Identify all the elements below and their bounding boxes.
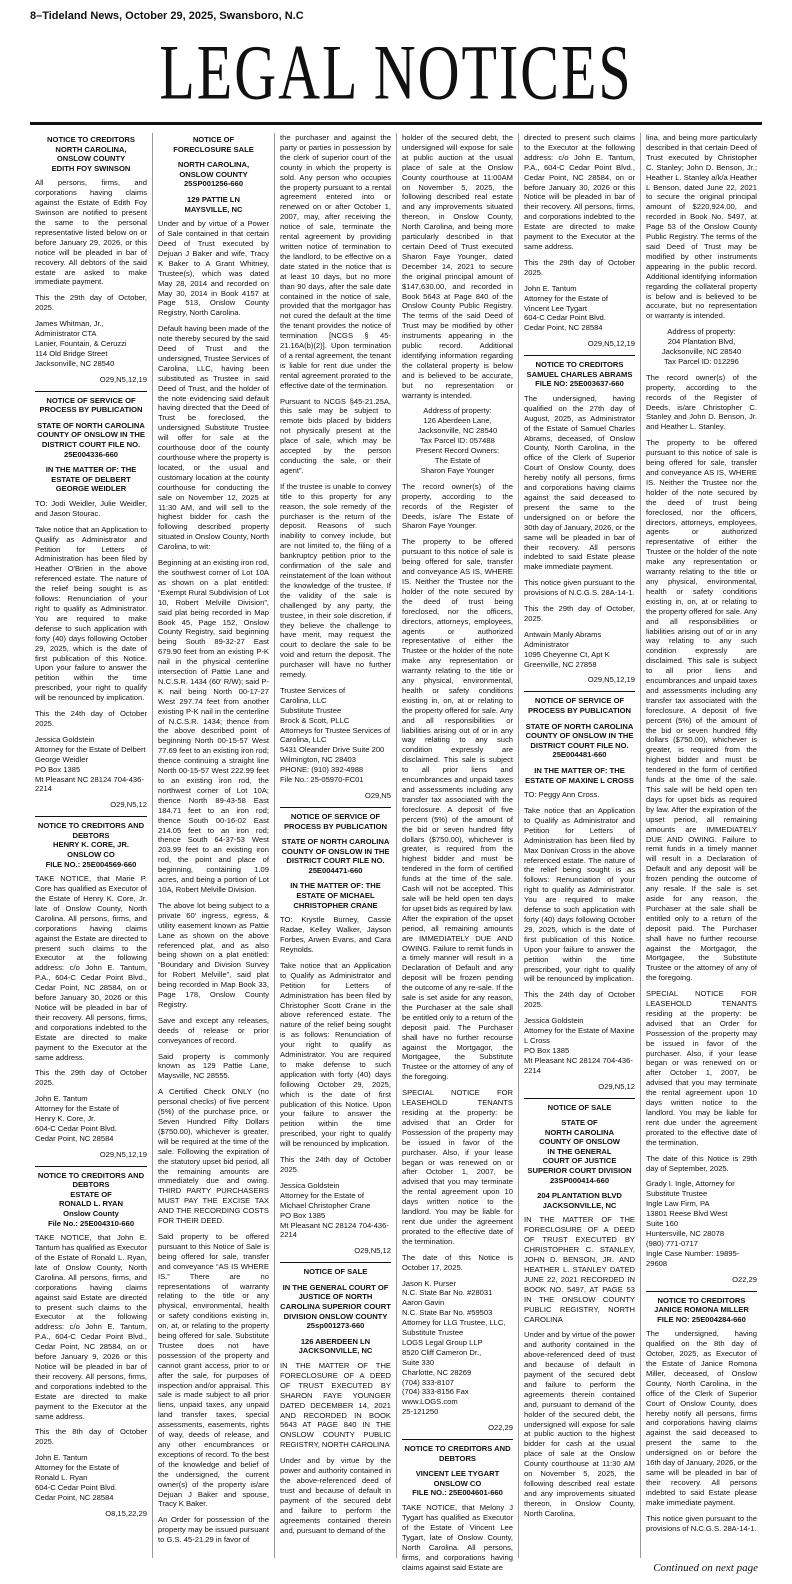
notice-paragraph: If the trustee is unable to convey title to this property for any reason, the sole remedy of the purchaser is the return of the deposit. Reasons of such inability to convey include, but are not limited to, the filing of a bankruptcy petition prior to the confirmation of the sale and reinstatement of the loan without the knowledge of the trustee. If the validity of the sale is challenged by any party, the trustee, in their sole discretion, if they believe the challenge to have merit, may request the court to declare the sale to be void and return the deposit. The purchaser will have no further remedy. <box>280 481 391 680</box>
continued-note: Continued on next page <box>653 1562 758 1574</box>
notice-heading: NOTICE TO CREDITORS SAMUEL CHARLES ABRAMS FILE NO: 25E003637-660 <box>524 355 635 389</box>
notice-heading: NOTICE OF SERVICE OF PROCESS BY PUBLICATION <box>524 691 635 715</box>
property-info: Address of property: 126 Aberdeen Lane, Jacksonville, NC 28540 Tax Parcel ID: 057488 Present Record Owners: The Estate of Sharon Faye Younger <box>415 406 500 475</box>
notice-paragraph: This the 29th day of October 2025. <box>35 1068 147 1088</box>
notice-paragraph: lina, and being more particularly described in that certain Deed of Trust executed by Christopher C. Stanley; John D. Benson, Jr.; Heather L. Stanley a/k/a Heather L Benson, dated June 22, 2021 to secure the original principal amount of $220,924.00, and recorded in Book No. 5497, at Page 53 of the Onslow County Public Registry. The terms of the said Deed of Trust may be modified by other instruments appearing in the public record. Additional identifying information regarding the collateral property is below and is believed to be accurate, but no representation or warranty is intended. <box>646 133 757 321</box>
notice-paragraph: The above lot being subject to a private 60' ingress, egress, & utility easement known as Pattie Lane as shown on the above referenced plat, and as also being shown on a plat entitled: “Boundary and Division Survey for Robert Melville”, said plat being recorded in Map Book 33, Page 178, Onslow County Registry. <box>158 900 269 1009</box>
notice-signature: Trustee Services of Carolina, LLC Substitute Trustee Brock & Scott, PLLC Attorneys for Trustee Services of Carolina, LLC 5431 Oleander Drive Suite 200 Wilmington, NC 28403 PHONE: (910) 392-4988 File No.: 25-05970-FC01 <box>280 685 391 785</box>
notice-signature: Antwain Manly Abrams Administrator 1095 Cheyenne Ct, Apt K Greenville, NC 27858 <box>524 629 610 669</box>
notice-paragraph: holder of the secured debt, the undersigned will expose for sale at public auction at the usual place of sale at the Onslow County courthouse at 11:00AM on November 5, 2025, the following described real estate and any improvements situated thereon, in Onslow County, North Carolina, and being more particularly described in that certain Deed of Trust executed Sharon Faye Younger, dated December 14, 2021 to secure the original principal amount of $147,630.00, and recorded in Book 5643 at Page 840 of the Onslow County Public Registry. The terms of the said Deed of Trust may be modified by other instruments appearing in the public record. Additional identifying information regarding the collateral property is below and is believed to be accurate, but no representation or warranty is intended. <box>402 133 513 400</box>
notice-heading: NOTICE TO CREDITORS AND DEBTORS HENRY K. CORE, JR. ONSLOW CO FILE NO.: 25E004569-660 <box>35 816 147 869</box>
publication-dates: O29,N5,12 <box>110 800 147 810</box>
notice-subheading: STATE OF NORTH CAROLINA COUNTY OF ONSLOW IN THE GENERAL COURT OF JUSTICE SUPERIOR COURT DIVISION 23SP000414-660 <box>527 1118 632 1185</box>
notice-paragraph: Save and except any releases, deeds of release or prior conveyances of record. <box>158 1015 269 1045</box>
notice-paragraph: TAKE NOTICE, that Melony J Tygart has qualified as Executor of the Estate of Vincent Lee Tygart, late of Onslow County, North Carolina. All persons, firms, and corporations having claims against said Estate are <box>402 1503 513 1572</box>
publication-dates: O29,N5,12,19 <box>99 374 147 384</box>
notice-paragraph: Said property is commonly known as 129 Pattie Lane, Maysville, NC 28555. <box>158 1051 269 1081</box>
column-6 <box>640 133 762 1558</box>
notice-paragraph: All persons, firms, and corporations having claims against the Estate of Edith Foy Swinson are notified to present the same to the personal representative listed below on or before January 29, 2026, or this notice will be pleaded in bar of recovery. All debtors of the said estate are asked to make immediate payment. <box>35 178 147 287</box>
notice-paragraph: Take notice that an Application to Qualify as Administrator and Petition for Letters of Administration has been filed by Christopher Scott Crane in the above referenced estate. The nature of the relief being sought is as follows: Renunciation of your right to qualify as Administrator. You are required to make defense to such application with forty (40) days following October 29, 2025, which is the date of first publication of this Notice. Upon your failure to answer the petition within the time prescribed, your right to qualify will be renounced by implication. <box>280 960 391 1149</box>
section-masthead <box>30 24 762 125</box>
notice-paragraph: The property to be offered pursuant to this notice of sale is being offered for sale, transfer and conveyance AS IS, WHERE IS. Neither the Trustee nor the holder of the note secured by the deed of trust being foreclosed, nor the officers, directors, attorneys, employees, agents or authorized representative of either the Trustee or the holder of the note make any representation or warranty relating to the title or any physical, environmental, health or safety conditions existing in, on, at or relating to the property offered for sale. Any and all responsibilities or liabilities arising out of or in any way relating to any such condition expressly are disclaimed. This sale is subject to all prior liens and encumbrances and unpaid taxes and assessments including any transfer tax associated with the foreclosure. A deposit of five percent (5%) of the amount of the bid or seven hundred fifty dollars ($750.00), whichever is greater, is required from the highest bidder and must be tendered in the form of certified funds at the time of the sale. This sale will be held open ten days for upset bids as required by law. After the expiration of the upset period, all remaining amounts are IMMEDIATELY DUE AND OWING. Failure to remit funds in a timely manner will result in a Declaration of Default and any deposit will be frozen pending the outcome of any resale. If the sale is set aside for any reason, the Purchaser at the sale shall be entitled only to a return of the deposit paid. The Purchaser shall have no further recourse against the Mortgagor, the Mortgagee, the Substitute Trustee or the attorney of any of the foregoing. <box>646 438 757 983</box>
notice-subheading: 126 ABERDEEN LN JACKSONVILLE, NC <box>298 1336 373 1356</box>
column-5 <box>518 133 640 1558</box>
notice-heading: NOTICE OF SALE <box>280 1262 391 1277</box>
column-3 <box>274 133 396 1558</box>
notice-paragraph: Pursuant to NCGS §45-21.25A, this sale may be subject to remote bids placed by bidders not physically present at the place of sale, which may be accepted by the person conducting the sale, or their agent”. <box>280 396 391 475</box>
notice-paragraph: IN THE MATTER OF THE FORECLOSURE OF A DEED OF TRUST EXECUTED BY CHRISTOPHER C. STANLEY, JOHN D. BENSON, JR. AND HEATHER L. STANLEY DATED JUNE 22, 2021 RECORDED IN BOOK NO. 5497, AT PAGE 53 IN THE ONSLOW COUNTY PUBLIC REGISTRY, NORTH CAROLINA <box>524 1215 635 1324</box>
publication-dates: O29,N5,12,19 <box>99 1149 147 1159</box>
notice-paragraph: Under and by virtue of the power and authority contained in the above-referenced deed of trust and because of default in payment of the secured debt and failure to perform the agreements therein contained and, pursuant to demand of the holder of the secured debt, the undersigned will expose for sale at public auction to the highest bidder for cash at the usual place of sale at the Onslow County courthouse at 11:30 AM on November 5, 2025, the following described real estate and any improvements situated thereon, in Onslow County, North Carolina, <box>524 1330 635 1518</box>
notice-paragraph: TO: Krystle Burney, Cassie Radae, Kelley Walker, Jayson Forbes, Arwen Evans, and Cara Reynolds. <box>280 915 391 954</box>
notice-paragraph: Under and by virtue of a Power of Sale contained in that certain Deed of Trust executed by Dejuan J Baker and wife, Tracy K Baker to A Grant Whitney, Trustee(s), which was dated May 28, 2014 and recorded on May 30, 2014 in Book 4157 at Page 513, Onslow County Registry, North Carolina. <box>158 219 269 318</box>
notice-paragraph: The undersigned, having qualified on the 27th day of August, 2025, as Administrator of the Estate of Samuel Charles Abrams, deceased, of Onslow County, North Carolina, in the office of the Clerk of Superior Court of Onslow County, does hereby notify all persons, firms and corporations having claims against the said deceased to present the same to the undersigned on or before the 30th day of January, 2026, or the same will be pleaded in bar of their recovery. All persons indebted to said Estate please make immediate payment. <box>524 393 635 572</box>
notice-paragraph: The property to be offered pursuant to this notice of sale is being offered for sale, transfer and conveyance AS IS, WHERE IS. Neither the Trustee nor the holder of the note secured by the deed of trust being foreclosed, nor the officers, directors, attorneys, employees, agents or authorized representative of either the Trustee or the holder of the note make any representation or warranty relating to the title or any physical, environmental, health or safety conditions existing in, on, at or relating to the property offered for sale. Any and all responsibilities or liabilities arising out of or in any way relating to any such condition expressly are disclaimed. This sale is subject to all prior liens and encumbrances and unpaid taxes and assessments including any transfer tax associated with the foreclosure. A deposit of five percent (5%) of the amount of the bid or seven hundred fifty dollars ($750.00), whichever is greater, is required from the highest bidder and must be tendered in the form of certified funds at the time of the sale. Cash will not be accepted. This sale will be held open ten days for upset bids as required by law. After the expiration of the upset period, all remaining amounts are IMMEDIATELY DUE AND OWING. Failure to remit funds in a timely manner will result in a Declaration of Default and any deposit will be frozen pending the outcome of any re-sale. If the sale is set aside for any reason, the Purchaser at the sale shall be entitled only to a return of the deposit paid. The Purchaser shall have no further recourse against the Mortgagor, the Mortgagee, the Substitute Trustee or the attorney of any of the foregoing. <box>402 537 514 1082</box>
notice-subheading: NORTH CAROLINA, ONSLOW COUNTY 25SP001256-660 <box>177 160 250 189</box>
notice-paragraph: This the 24th day of October 2025. <box>524 990 635 1010</box>
publication-dates: O29,N5,12 <box>354 1246 391 1256</box>
notice-signature: Jessica Goldstein Attorney for the Estate of Maxine L Cross PO Box 1385 Mt Pleasant NC 28124 704-436-2214 <box>524 1016 635 1075</box>
notice-heading: NOTICE TO CREDITORS AND DEBTORS ESTATE OF RONALD L. RYAN Onslow County File No.: 25E004310-660 <box>35 1166 147 1229</box>
notice-heading: NOTICE OF SALE <box>524 1098 635 1113</box>
notice-heading: NOTICE OF SERVICE OF PROCESS BY PUBLICATION <box>280 807 391 831</box>
notice-paragraph: This the 29th day of October, 2025. <box>524 604 635 623</box>
column-4 <box>396 133 518 1572</box>
property-info: Address of property: 204 Plantation Blvd, Jacksonville, NC 28540 Tax Parcel ID: 012296 <box>661 327 742 366</box>
notice-signature: John E. Tantum Attorney for the Estate of Ronald L. Ryan 604-C Cedar Point Blvd. Cedar Point, NC 28584 <box>35 1453 119 1502</box>
notice-paragraph: The date of this Notice is October 17, 2025. <box>402 1252 513 1272</box>
notice-heading: NOTICE TO CREDITORS JANICE ROMONA MILLER FILE NO: 25E004284-660 <box>646 1291 757 1325</box>
notice-signature: Jessica Goldstein Attorney for the Estate of Delbert George Weidler PO Box 1385 Mt Pleasant NC 28124 704-436-2214 <box>35 734 146 794</box>
publication-dates: O29,N5 <box>364 791 391 800</box>
notice-signature: James Whitman, Jr., Administrator CTA Lanier, Fountain, & Ceruzzi 114 Old Bridge Street Jacksonville, NC 28540 <box>35 319 127 368</box>
notice-paragraph: Take notice that an Application to Qualify as Administrator and Petition for Letters of Administration has been filed by Max Donivan Cross in the above referenced estate. The nature of the relief being sought is as follows: Renunciation of your right to qualify as Administrator. You are required to make defense to such application with forty (40) days following October 29, 2025, which is the date of first publication of this Notice. Upon your failure to answer the petition within the time prescribed, your right to qualify will be renounced by implication. <box>524 806 635 984</box>
notice-paragraph: This the 24th day of October 2025. <box>35 709 147 728</box>
notice-paragraph: This notice given pursuant to the provisions of N.C.G.S. 28A-14-1. <box>646 1513 757 1533</box>
column-2 <box>152 133 274 1558</box>
notice-paragraph: This the 8th day of October 2025. <box>35 1427 147 1447</box>
notice-signature: John E. Tantum Attorney for the Estate of Vincent Lee Tygart 604-C Cedar Point Blvd. Cedar Point, NC 28584 <box>524 283 608 333</box>
notice-signature: Jason K. Purser N.C. State Bar No. #28031 Aaron Gavin N.C. State Bar No. #59503 Attorney for LLG Trustee, LLC, Substitute Trustee LOGS Legal Group LLP 8520 Cliff Cameron Dr., Suite 330 Charlotte, NC 28269 (704) 333-8107 (704) 333-8156 Fax www.LOGS.com 25-121250 <box>402 1278 506 1417</box>
notice-subheading: 129 PATTIE LN MAYSVILLE, NC <box>184 194 243 214</box>
column-1 <box>30 133 152 1558</box>
notice-paragraph: An Order for possession of the property may be issued pursuant to G.S. 45-21.29 in favor of <box>158 1515 269 1545</box>
notice-paragraph: This notice given pursuant to the provisions of N.C.G.S. 28A-14-1. <box>524 578 635 598</box>
notice-heading: NOTICE TO CREDITORS AND DEBTORS <box>402 1439 513 1463</box>
notice-paragraph: This the 29th day of October, 2025. <box>35 293 147 313</box>
notice-paragraph: The date of this Notice is 29th day of September, 2025. <box>646 1153 757 1173</box>
notice-heading: NOTICE TO CREDITORS NORTH CAROLINA, ONSLOW COUNTY EDITH FOY SWINSON <box>47 135 135 173</box>
notice-paragraph: A Certified Check ONLY (no personal checks) of five percent (5%) of the purchase price, or Seven Hundred Fifty Dollars ($750.00), whichever is greater, will be required at the time of the sale. Following the expiration of the statutory upset bid period, all the remaining amounts are immediately due and owing. THIRD PARTY PURCHASERS MUST PAY THE EXCISE TAX AND THE RECORDING COSTS FOR THEIR DEED. <box>158 1087 269 1226</box>
notice-heading: NOTICE OF SERVICE OF PROCESS BY PUBLICATION <box>35 391 147 415</box>
publication-dates: O22,29 <box>732 1274 757 1284</box>
notice-signature: Jessica Goldstein Attorney for the Estate of Michael Christopher Crane PO Box 1385 Mt Pleasant NC 28124 704-436-2214 <box>280 1180 389 1240</box>
notice-paragraph: This the 29th day of October 2025. <box>524 257 635 277</box>
notice-paragraph: Said property to be offered pursuant to this Notice of Sale is being offered for sale, transfer and conveyance “AS IS WHERE IS.” There are no representations of warranty relating to the title or any physical, environmental, health or safety conditions existing in, on, at, or relating to the property being offered for sale. Substitute Trustee does not have possession of the property and cannot grant access, prior to or after the sale, for purposes of inspection and/or appraisal. This sale is made subject to all prior liens, unpaid taxes, any unpaid land transfer taxes, special assessments, easements, rights of way, deeds of release, and any other encumbrances or exceptions of record. To the best of the knowledge and belief of the undersigned, the current owner(s) of the property is/are Dejuan J Baker and spouse, Tracy K Baker. <box>158 1231 269 1509</box>
publication-dates: O8,15,22,29 <box>105 1508 147 1518</box>
notice-paragraph: Take notice that an Application to Qualify as Administrator and Petition for Letters of Administration has been filed by Heather O'Brien in the above referenced estate. The nature of the relief being sought is as follows: Renunciation of your right to qualify as Administrator. You are required to make defense to such application with forty (40) days following October 29, 2025, which is the date of first publication of this Notice. Upon your failure to answer the petition within the time prescribed, your right to qualify will be renounced by implication. <box>35 524 147 703</box>
notice-paragraph: This the 24th day of October 2025. <box>280 1155 391 1174</box>
notice-signature: Grady I. Ingle, Attorney for Substitute Trustee Ingle Law Firm, PA 13801 Reese Blvd West Suite 160 Huntersville, NC 28078 (980) 771-0717 Ingle Case Number: 19895-29608 <box>646 1179 740 1268</box>
notice-subheading: STATE OF NORTH CAROLINA COUNTY OF ONSLOW IN THE DISTRICT COURT FILE NO. 25E004336-660 <box>37 420 145 459</box>
notice-heading: NOTICE OF FORECLOSURE SALE <box>173 135 254 154</box>
notice-paragraph: TO: Peggy Ann Cross. <box>524 790 600 800</box>
notice-subheading: IN THE MATTER OF: THE ESTATE OF DELBERT GEORGE WEIDLER <box>45 465 137 494</box>
notice-paragraph: the purchaser and against the party or parties in possession by the clerk of superior court of the county in which the property is sold. Any person who occupies the property pursuant to a rental agreement entered into or renewed on or after October 1, 2007, may, after receiving the notice of sale, terminate the rental agreement by providing written notice of termination to the landlord, to be effective on a date stated in the notice that is at least 10 days, but no more than 90 days, after the sale date contained in the notice of sale, provided that the mortgagor has not cured the default at the time the tenant provides the notice of termination [NCGS § 45-21.16A(b)(2)]. Upon termination of a rental agreement, the tenant is liable for rent due under the rental agreement prorated to the effective date of the termination. <box>280 133 391 390</box>
notice-paragraph: directed to present such claims to the Executor at the following address: c/o John E. Tantum, P.A., 604-C Cedar Point Blvd., Cedar Point, NC 28584, on or before January 30, 2026 or this Notice will be pleaded in bar of their recovery. All persons, firms, and corporations indebted to the Estate are directed to make payment to the Executor at the same address. <box>524 133 635 251</box>
notice-subheading: IN THE MATTER OF: THE ESTATE OF MICHAEL CHRISTOPHER CRANE <box>290 881 381 910</box>
publication-dates: O29,N5,12 <box>598 1081 635 1091</box>
notice-subheading: STATE OF NORTH CAROLINA COUNTY OF ONSLOW IN THE DISTRICT COURT FILE NO. 25E004481-660 <box>525 721 634 760</box>
publication-dates: O22,29 <box>488 1423 513 1433</box>
notice-paragraph: TAKE NOTICE, that Marie P. Core has qualified as Executor of the Estate of Henry K. Core, Jr. late of Onslow County, North Carolina. All persons, firms, and corporations having claims against the Estate are directed to present such claims to the Executor at the following address: c/o John E. Tantum, P.A., 604-C Cedar Point Blvd., Cedar Point, NC 28584, on or before January 30, 2026 or this Notice will be pleaded in bar of their recovery. All persons, firms, and corporations indebted to the Estate are directed to make payment to the Executor at the same address. <box>35 874 147 1062</box>
notice-paragraph: TAKE NOTICE, that John E. Tantum has qualified as Executor of the Estate of Ronald L. Ryan, late of Onslow County, North Carolina. All persons, firms, and corporations having claims against said Estate are directed to present such claims to the Executor at the following address: c/o John E. Tantum, P.A., 604-C Cedar Point Blvd., Cedar Point, NC 28584, on or before January 9, 2026 or this Notice will be pleaded in bar of their recovery. All persons, firms, and corporations indebted to the Estate are directed to make payment to the Executor at the same address. <box>35 1233 147 1421</box>
notice-signature: John E. Tantum Attorney for the Estate of Henry K. Core, Jr. 604-C Cedar Point Blvd. Cedar Point, NC 28584 <box>35 1094 119 1143</box>
notice-subheading: STATE OF NORTH CAROLINA COUNTY OF ONSLOW IN THE DISTRICT COURT FILE NO. 25E004471-660 <box>281 837 390 875</box>
section-title: LEGAL NOTICES <box>159 28 633 117</box>
notice-subheading: VINCENT LEE TYGART ONSLOW CO FILE NO.: 25E004601-660 <box>412 1469 503 1498</box>
notice-subheading: 204 PLANTATION BLVD JACKSONVILLE, NC <box>537 1191 622 1210</box>
notice-paragraph: The record owner(s) of the property, according to the records of the Register of Deeds, is/are Christopher C. Stanley and John D. Benson, Jr. and Heather L. Stanley. <box>646 372 757 432</box>
notice-paragraph: TO: Jodi Weidler, Julie Weidler, and Jason Stourac. <box>35 498 147 518</box>
notice-paragraph: SPECIAL NOTICE FOR LEASEHOLD TENANTS residing at the property: be advised that an Order for Possession of the property may be issued in favor of the purchaser. Also, if your lease began or was renewed on or after October 1, 2007, be advised that you may terminate the rental agreement upon 10 days written notice to the landlord. You may be liable for rent due under the agreement prorated to the effective date of the termination. <box>402 1088 513 1246</box>
notice-paragraph: Under and by virtue by the power and authority contained in the above-referenced deed of trust and because of default in payment of the secured debt and failure to perform the agreements contained therein and, pursuant to demand of the <box>280 1456 391 1535</box>
publication-dates: O29,N5,12,19 <box>587 339 635 349</box>
notice-paragraph: Default having been made of the note thereby secured by the said Deed of Trust and the undersigned, Trustee Services of Carolina, LLC, having been substituted as Trustee in said Deed of Trust, and the holder of the note evidencing said default having directed that the Deed of Trust be foreclosed, the undersigned Substitute Trustee will offer for sale at the courthouse door of the county courthouse where the property is located, or the usual and customary location at the county courthouse for conducting the sale on November 12, 2025 at 11:30 AM, and will sell to the highest bidder for cash the following described property situated in Onslow County, North Carolina, to wit: <box>158 324 270 552</box>
notice-paragraph: IN THE MATTER OF THE FORECLOSURE OF A DEED OF TRUST EXECUTED BY SHARON FAYE YOUNGER DATED DECEMBER 14, 2021 AND RECORDED IN BOOK 5643 AT PAGE 840 IN THE ONSLOW COUNTY PUBLIC REGISTRY, NORTH CAROLINA <box>280 1361 391 1450</box>
notice-subheading: IN THE MATTER OF: THE ESTATE OF MAXINE L CROSS <box>525 765 634 785</box>
publication-dates: O29,N5,12,19 <box>587 675 635 685</box>
notice-paragraph: The record owner(s) of the property, according to the records of the Register of Deeds, is/are The Estate of Sharon Faye Younger. <box>402 481 513 531</box>
page-folio: 8–Tideland News, October 29, 2025, Swansboro, N.C <box>30 10 304 22</box>
notice-paragraph: SPECIAL NOTICE FOR LEASEHOLD TENANTS residing at the property: be advised that an Order for Possession of the property may be issued in favor of the purchaser. Also, if your lease began or was renewed on or after October 1, 2007, be advised that you may terminate the rental agreement upon 10 days written notice to the landlord. You may be liable for rent due under the agreement prorated to the effective date of the termination. <box>646 989 757 1147</box>
notice-subheading: IN THE GENERAL COURT OF JUSTICE OF NORTH CAROLINA SUPERIOR COURT DIVISION ONSLOW COUNTY 25sp001273-660 <box>280 1282 391 1331</box>
notice-paragraph: Beginning at an existing iron rod, the southwest corner of Lot 10A as shown on a plat entitled: “Exempt Rural Subdivision of Lot 10, Robert Melville Division”, said plat being recorded in Map Book 45, Page 152, Onslow County Registry, said beginning being South 89-32-27 East 679.90 feet from an existing P-K nail in the physical centerline intersection of Pattie Lane and N.C.S.R. 1434 (60' R/W); said P-K nail being North 00-17-27 West 297.74 feet from another existing P-K nail in the centerline of N.C.S.R. 1434; thence from the above described point of beginning North 00-15-57 West 77.69 feet to an existing iron rod; thence continuing a straight line North 00-15-57 West 222.99 feet to an existing iron rod, the northwest corner of Lot 10A; thence North 89-43-58 East 184.71 feet to an iron rod; thence South 00-16-02 East 214.05 feet to an iron rod; thence South 64-37-53 West 203.99 feet to an existing iron rod, the point and place of beginning, containing 1.09 acres, and being a portion of Lot 10A, Robert Melville Division. <box>158 558 269 894</box>
notice-paragraph: The undersigned, having qualified on the 8th day of October, 2025, as Executor of the Estate of Janice Romona Miller, deceased, of Onslow County, North Carolina, in the office of the Clerk of Superior Court of Onslow County, does hereby notify all persons, firms and corporations having claims against the said deceased to present the same to the undersigned on or before the 16th day of January, 2026, or the same will be pleaded in bar of their recovery. All persons indebted to said Estate please make immediate payment. <box>646 1329 757 1507</box>
